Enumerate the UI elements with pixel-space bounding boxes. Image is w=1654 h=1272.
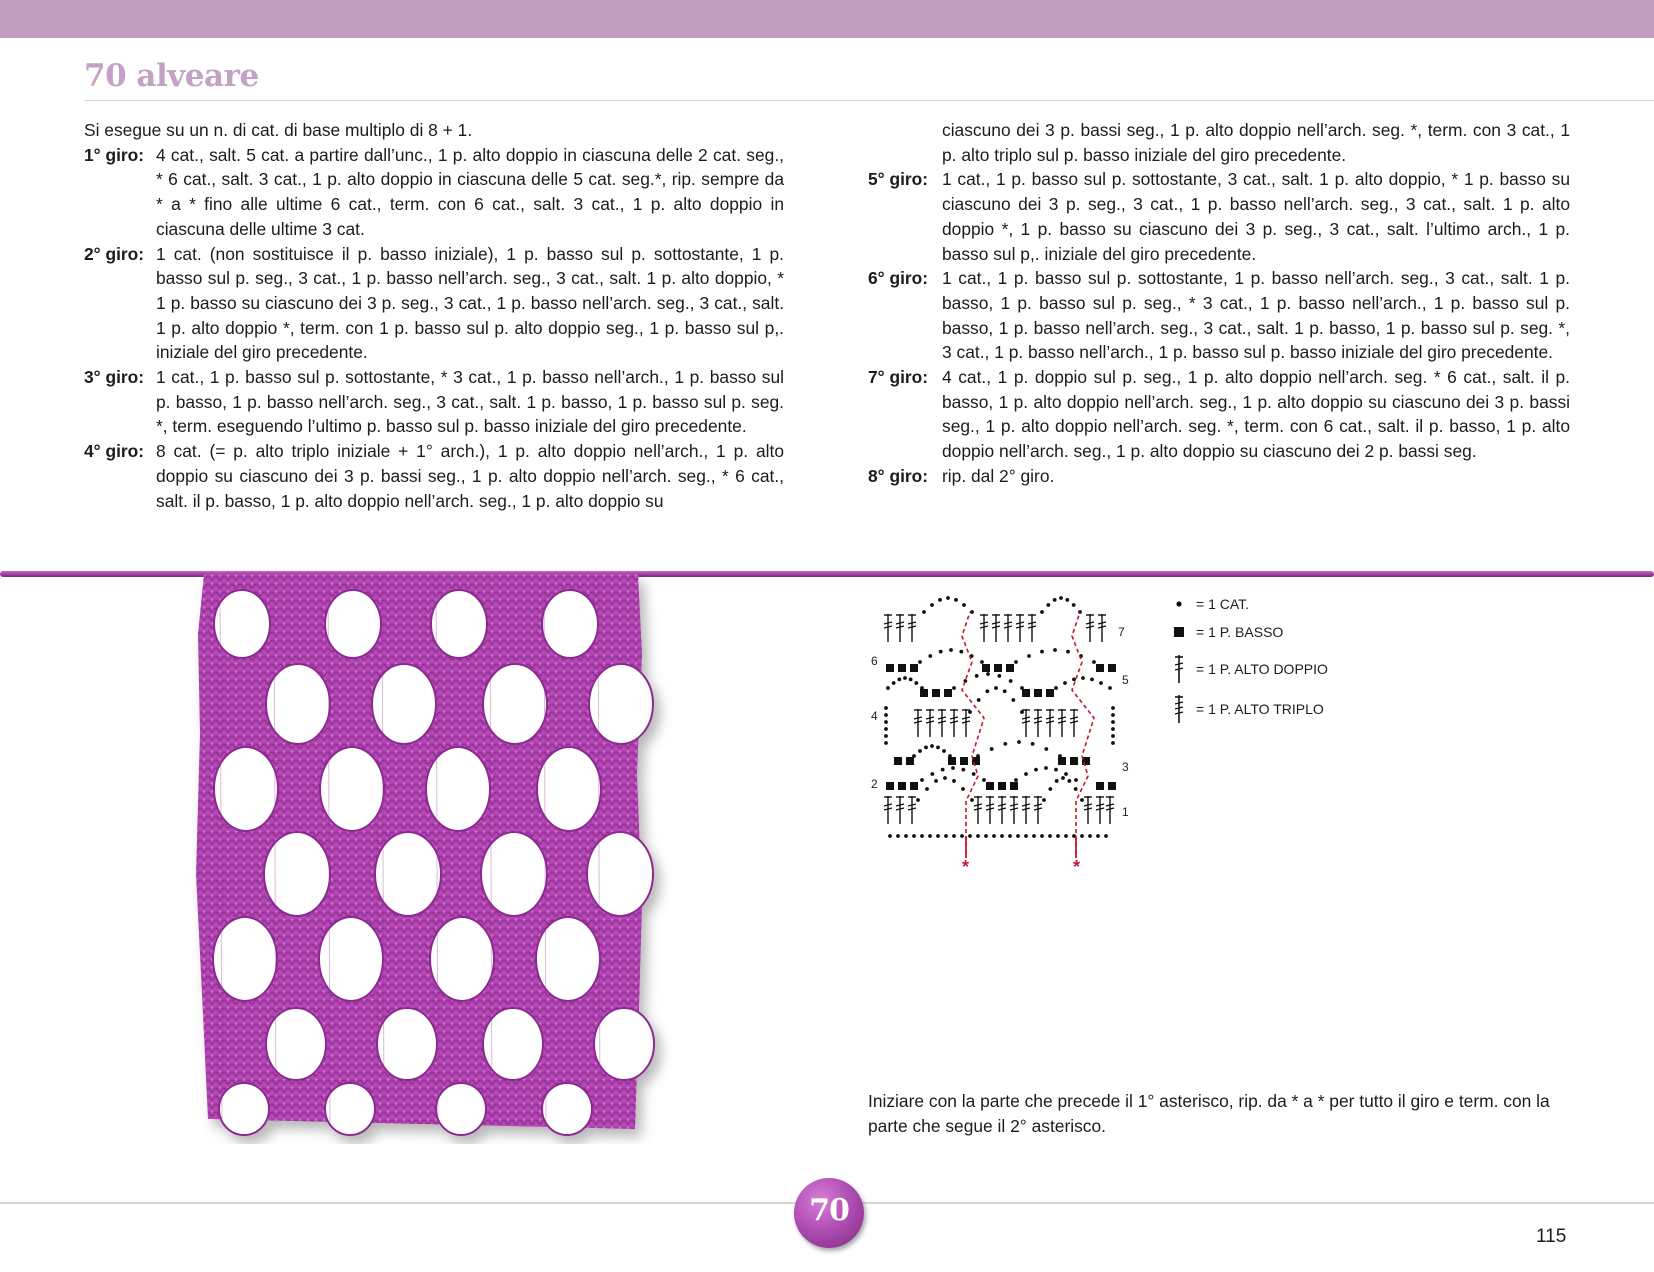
round-2 <box>84 242 784 366</box>
round-label: 3° giro: <box>84 367 145 388</box>
round-text: 8 cat. (= p. alto triplo iniziale + 1° arch.), 1 p. alto doppio nell’arch., 1 p. alto doppio su ciascuno dei 3 p. bassi seg., 1 p. alto doppio nell’arch. seg., * 6 cat., salt. il p. basso, 1 p. alto doppio nell’arch. seg., 1 p. alto doppio su <box>156 441 784 511</box>
round-label: 5° giro: <box>868 169 929 190</box>
round-text: 4 cat., 1 p. doppio sul p. seg., 1 p. alto doppio nell’arch. seg. * 6 cat., salt. il p. basso, 1 p. alto doppio nell’arch. seg., 1 p. alto doppio su ciascuno dei 3 p. bassi seg., 1 p. alto doppio nell’arch. seg. *, term. con 6 cat., salt. il p. basso, 1 p. alto doppio nell’arch. seg., 1 p. alto doppio su ciascuno dei 2 p. bassi seg. <box>942 367 1570 462</box>
round-3 <box>84 365 784 439</box>
legend-text: = 1 P. BASSO <box>1196 624 1284 640</box>
instructions-left-column <box>84 118 784 513</box>
double-crochet-icon <box>1168 654 1190 684</box>
round-text: 1 cat., 1 p. basso sul p. sottostante, 3 cat., salt. 1 p. alto doppio, * 1 p. basso su ciascuno dei 3 p. seg., 3 cat., 1 p. basso nell’arch. seg., 3 cat., salt. 1 p. alto doppio *, 1 p. basso su ciascuno dei 3 p. seg., 3 cat., salt. l’ultimo arch., 1 p. basso sul p,. iniziale del giro precedente. <box>942 169 1570 264</box>
round-label: 4° giro: <box>84 441 145 462</box>
round-text: 1 cat. (non sostituisce il p. basso iniziale), 1 p. basso sul p. sottostante, 1 p. basso sul p. seg., 3 cat., 1 p. basso nell’arch. seg., 3 cat., salt. 1 p. alto doppio, * 1 p. basso su ciascuno dei 3 p. seg., 3 cat., 1 p. basso nell’arch. seg., 3 cat., salt. 1 p. alto doppio *, term. con 1 p. basso sul p. alto doppio seg., 1 p. basso sul p,. iniziale del giro precedente. <box>156 243 784 363</box>
row-number: 4 <box>871 709 878 723</box>
legend-item-chain <box>1168 596 1249 612</box>
title-divider <box>84 100 1654 101</box>
crochet-chart-diagram <box>866 596 1156 886</box>
legend-item-double-crochet <box>1168 654 1328 684</box>
page-number: 115 <box>1536 1226 1567 1247</box>
intro-text: Si esegue su un n. di cat. di base multiplo di 8 + 1. <box>84 120 473 140</box>
page-title: 70 alveare <box>84 58 259 94</box>
round-text: 1 cat., 1 p. basso sul p. sottostante, * 3 cat., 1 p. basso nell’arch., 1 p. basso sul p. basso, 1 p. basso nell’arch. seg., 3 cat., salt. 1 p. basso, 1 p. basso sul p. seg. *, term. eseguendo l’ultimo p. basso sul p. basso iniziale del giro precedente. <box>156 367 784 437</box>
round-5 <box>868 167 1570 266</box>
legend-item-triple-crochet <box>1168 694 1324 724</box>
pattern-number-badge <box>794 1178 864 1248</box>
round-text: 1 cat., 1 p. basso sul p. sottostante, 1 p. basso nell’arch. seg., 3 cat., salt. 1 p. basso, 1 p. basso sul p. seg., * 3 cat., 1 p. basso nell’arch., 1 p. basso sul p. basso, 1 p. basso nell’arch. seg., 3 cat., salt. 1 p. basso, 1 p. basso sul p. seg. *, 3 cat., 1 p. basso nell’arch., 1 p. basso sul p. basso iniziale del giro precedente. <box>942 268 1570 363</box>
start-asterisk: * <box>962 857 970 877</box>
round-8 <box>868 464 1570 489</box>
single-crochet-square-icon <box>1168 626 1190 638</box>
badge-number: 70 <box>809 1193 849 1228</box>
round-label: 1° giro: <box>84 144 145 165</box>
end-asterisk: * <box>1073 857 1081 877</box>
row-number: 5 <box>1122 673 1129 687</box>
round-label: 8° giro: <box>868 465 929 486</box>
round-label: 6° giro: <box>868 268 929 289</box>
row-number: 3 <box>1122 760 1129 774</box>
row-number: 2 <box>871 777 878 791</box>
round-text: rip. dal 2° giro. <box>942 465 1055 486</box>
row-number: 6 <box>871 654 878 668</box>
header-band <box>0 0 1654 38</box>
crochet-swatch-photo <box>190 574 680 1144</box>
round-label: 2° giro: <box>84 243 145 264</box>
legend-text: = 1 CAT. <box>1196 596 1250 612</box>
round-label: 7° giro: <box>868 367 929 388</box>
round-6 <box>868 266 1570 365</box>
legend-text: = 1 P. ALTO DOPPIO <box>1196 661 1328 677</box>
round-1 <box>84 143 784 242</box>
round-4 <box>84 439 784 513</box>
chart-footnote: Iniziare con la parte che precede il 1° asterisco, rip. da * a * per tutto il giro e term. con la parte che segue il 2° asterisco. <box>868 1091 1550 1136</box>
round-4-continuation: ciascuno dei 3 p. bassi seg., 1 p. alto doppio nell’arch. seg. *, term. con 3 cat., 1 p. alto triplo sul p. basso iniziale del giro precedente. <box>942 120 1570 165</box>
round-text: 4 cat., salt. 5 cat. a partire dall’unc., 1 p. alto doppio in ciascuna delle 2 cat. seg., * 6 cat., salt. 3 cat., 1 p. alto doppio in ciascuna delle 5 cat. seg.*, rip. sempre da * a * fino alle ultime 6 cat., term. con 6 cat., salt. 3 cat., 1 p. alto doppio in ciascuna delle ultime 3 cat. <box>156 144 784 239</box>
instructions-right-column <box>868 118 1570 489</box>
round-7 <box>868 365 1570 464</box>
chain-dot-icon <box>1168 599 1190 609</box>
row-number: 1 <box>1122 805 1129 819</box>
legend-text: = 1 P. ALTO TRIPLO <box>1196 701 1324 717</box>
legend-item-single-crochet <box>1168 624 1283 640</box>
row-number: 7 <box>1118 625 1125 639</box>
triple-crochet-icon <box>1168 694 1190 724</box>
